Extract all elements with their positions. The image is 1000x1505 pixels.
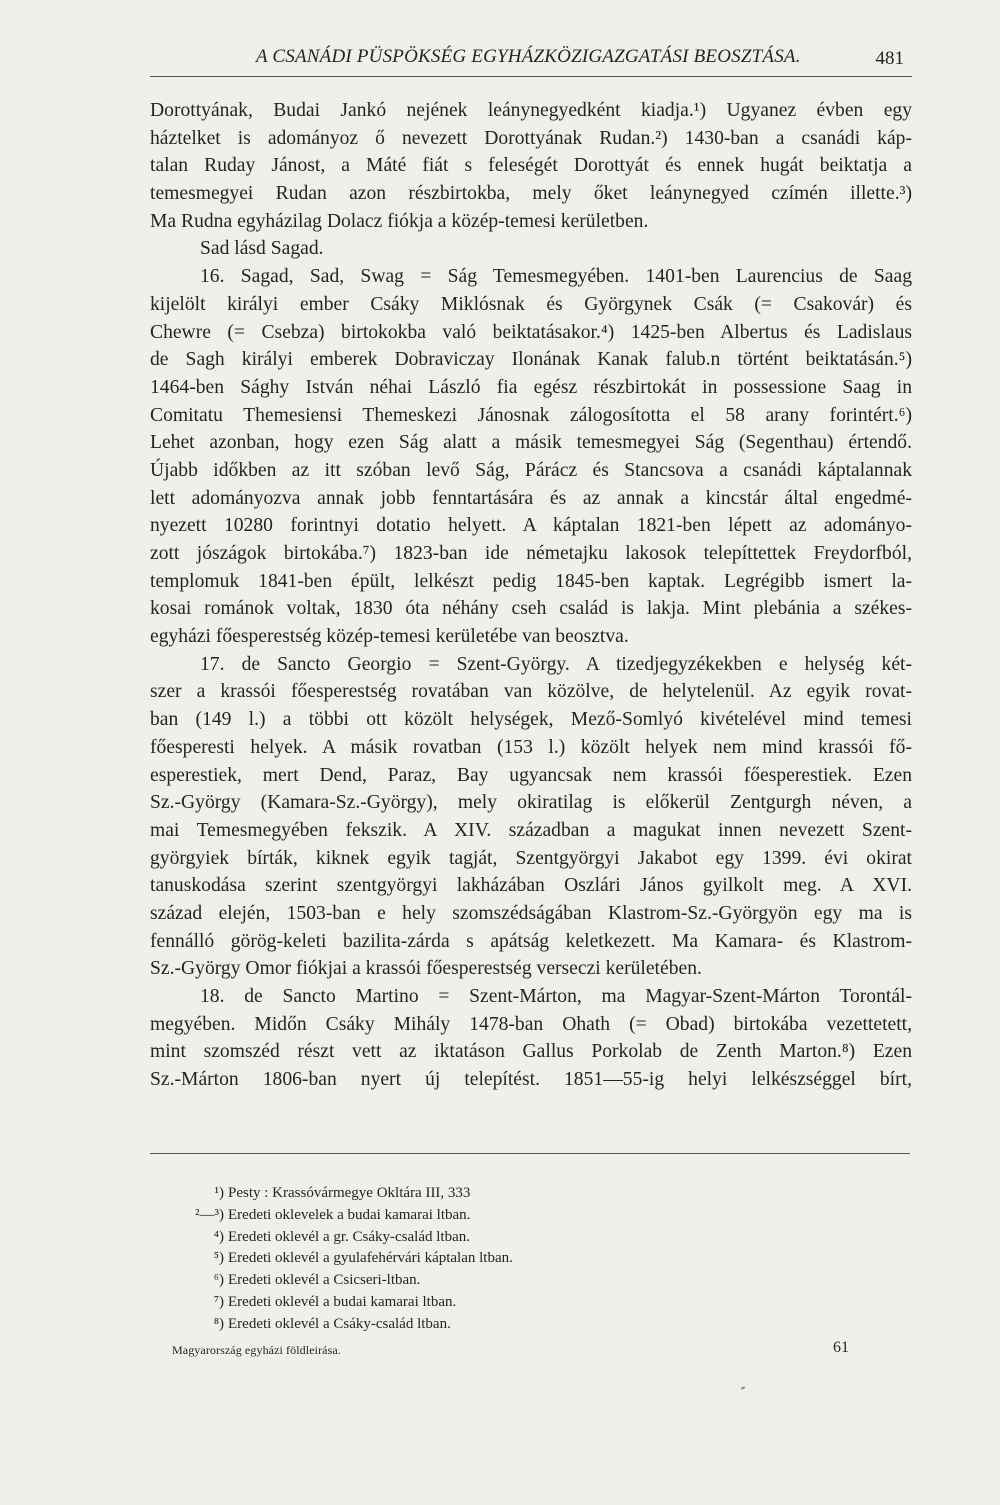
text-line: Újabb időkben az itt szóban levő Ság, Párácz és Stancsova a csanádi káptalannak (150, 459, 912, 481)
text-line: tanuskodása szerint szentgyörgyi lakházában Oszlári János gyilkolt meg. A XVI. (150, 875, 912, 897)
footnote (182, 1292, 513, 1314)
text-line: szer a krassói főesperestség rovatában van közölve, de helytelenül. Az egyik rovat- (150, 681, 912, 703)
footnote (182, 1248, 513, 1270)
text-line: egyházi főesperestség közép-temesi kerületébe van beosztva. (150, 626, 629, 648)
text-line: 18. de Sancto Martino = Szent-Márton, ma Magyar-Szent-Márton Torontál- (200, 986, 912, 1007)
footnote-text: Eredeti oklevél a budai kamarai ltban. (228, 1293, 457, 1310)
text-line: zott jószágok birtokába.⁷) 1823-ban ide németajku lakosok telepíttettek Freydorfból, (150, 543, 912, 564)
running-head (150, 42, 912, 77)
text-line: Chewre (= Csebza) birtokokba való beiktatásakor.⁴) 1425-ben Albertus és Ladislaus (150, 321, 912, 343)
text-line: Sad lásd Sagad. (200, 238, 324, 260)
footnote (182, 1227, 513, 1249)
text-line: megyében. Midőn Csáky Mihály 1478-ban Ohath (= Obad) birtokába vezettetett, (150, 1013, 912, 1035)
text-line: Comitatu Themesiensi Themeskezi Jánosnak zálogosította el 58 arany forintért.⁶) (150, 404, 912, 426)
text-line: Sz.-György Omor fiókjai a krassói főesperestség verseczi kerületében. (150, 958, 702, 980)
signature-mark: 61 (833, 1339, 849, 1356)
footnote-marker: ⁶) (213, 1272, 224, 1289)
text-line: mint szomszéd részt vett az iktatáson Gallus Porkolab de Zenth Marton.⁸) Ezen (150, 1041, 912, 1063)
text-line: Sz.-Márton 1806-ban nyert új telepítést. 1851—55-ig helyi lelkészséggel bírt, (150, 1069, 912, 1091)
text-line: ban (149 l.) a többi ott közölt helységek, Mező-Somlyó kivételével mind temesi (150, 709, 912, 731)
running-title: A CSANÁDI PÜSPÖKSÉG EGYHÁZKÖZIGAZGATÁSI BEOSZTÁSA. (256, 46, 801, 67)
text-line: fennálló görög-keleti bazilita-zárda s apátság keletkezett. Ma Kamara- és Klastrom- (150, 930, 912, 952)
text-line: főesperesti helyek. A másik rovatban (153 l.) közölt helyek nem mind krassói fő- (150, 736, 912, 758)
text-line: Lehet azonban, hogy ezen Ság alatt a másik temesmegyei Ság (Segenthau) értendő. (150, 432, 912, 454)
text-line: templomuk 1841-ben épült, lelkészt pedig 1845-ben kaptak. Legrégibb ismert la- (150, 570, 912, 592)
text-line: de Sagh királyi emberek Dobraviczay Ilonának Kanak falub.n történt beiktatásán.⁵) (150, 349, 912, 371)
text-line: lett adományozva annak jobb fenntartására és az annak a kincstár által engedmé- (150, 487, 912, 509)
text-line: temesmegyei Rudan azon részbirtokba, mely őket leánynegyed czímén illette.³) (150, 183, 912, 205)
book-title-footer: Magyarország egyházi földleirása. (172, 1343, 341, 1357)
footnote (182, 1270, 513, 1292)
footnotes (182, 1183, 513, 1336)
footnote (182, 1183, 513, 1205)
footnote-text: Eredeti oklevelek a budai kamarai ltban. (228, 1206, 471, 1223)
footnote-marker: ⁸) (213, 1315, 224, 1332)
footnote-text: Eredeti oklevél a Csicseri-ltban. (228, 1272, 421, 1289)
text-line: mai Temesmegyében fekszik. A XIV. században a magukat innen nevezett Szent- (150, 819, 912, 841)
text-line: 1464-ben Sághy István néhai László fia egész részbirtokát in possessione Saag in (150, 376, 912, 398)
footnote-text: Eredeti oklevél a Csáky-család ltban. (228, 1315, 451, 1332)
text-line: talan Ruday Jánost, a Máté fiát s feleségét Dorottyát és ennek hugát beiktatja a (150, 155, 912, 177)
text-line: nyezett 10280 forintnyi dotatio helyett. A káptalan 1821-ben lépett az adományo- (150, 515, 912, 537)
footnote (182, 1205, 513, 1227)
text-line: Dorottyának, Budai Jankó nejének leánynegyedként kiadja.¹) Ugyanez évben egy (150, 100, 912, 121)
text-line: Ma Rudna egyházilag Dolacz fiókja a közép-temesi kerületben. (150, 210, 649, 232)
footnote-marker: ⁷) (213, 1293, 224, 1310)
footnote-text: Pesty : Krassóvármegye Okltára III, 333 (228, 1185, 471, 1201)
print-speck (741, 1386, 745, 1390)
footnote-marker: ⁴) (213, 1228, 224, 1245)
text-line: györgyiek bírták, kiknek egyik tagját, Szentgyörgyi Jakabot egy 1399. évi okirat (150, 847, 912, 869)
page-number: 481 (875, 48, 904, 69)
footnote (182, 1314, 513, 1336)
footnote-divider (150, 1153, 910, 1154)
body-text (150, 97, 912, 1094)
footnote-text: Eredeti oklevél a gr. Csáky-család ltban. (228, 1228, 470, 1245)
text-line: 16. Sagad, Sad, Swag = Ság Temesmegyében. 1401-ben Laurencius de Saag (200, 266, 912, 288)
text-line: Sz.-György (Kamara-Sz.-György), mely okiratilag is előkerül Zentgurgh néven, a (150, 792, 912, 814)
footnote-marker: ⁵) (213, 1250, 224, 1267)
text-line: kosai románok voltak, 1830 óta néhány cseh család is lakja. Mint plebánia a székes- (150, 598, 912, 620)
text-line: háztelket is adományoz ő nevezett Dorottyának Rudan.²) 1430-ban a csanádi káp- (150, 127, 912, 149)
text-line: 17. de Sancto Georgio = Szent-György. A tizedjegyzékekben e helység két- (200, 653, 912, 675)
footnote-marker: ¹) (214, 1185, 224, 1201)
text-line: század elején, 1503-ban e hely szomszédságában Klastrom-Sz.-Györgyön egy ma is (150, 902, 912, 924)
text-line: esperestiek, mert Dend, Paraz, Bay ugyancsak nem krassói főesperestiek. Ezen (150, 764, 912, 786)
footnote-marker: ²—³) (195, 1206, 224, 1223)
footnote-text: Eredeti oklevél a gyulafehérvári káptalan ltban. (228, 1250, 513, 1267)
text-line: kijelölt királyi ember Csáky Miklósnak és Györgynek Csák (= Csakovár) és (150, 293, 912, 315)
